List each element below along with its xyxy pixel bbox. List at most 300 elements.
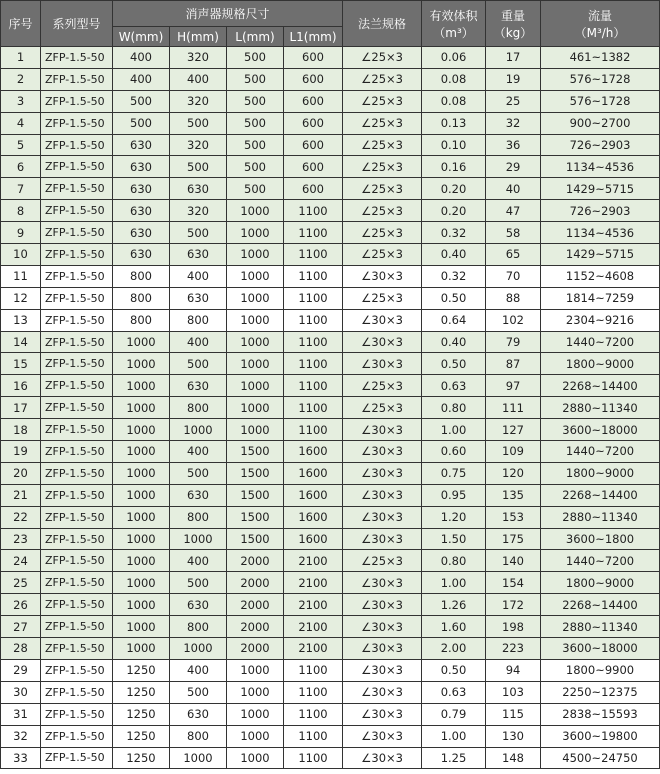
table-row	[1, 397, 660, 419]
cell-flange: ∠25×3	[343, 178, 422, 200]
cell-flow: 3600~1800	[541, 528, 660, 550]
cell-l1: 2100	[284, 594, 343, 616]
cell-flow: 2250~12375	[541, 681, 660, 703]
cell-h: 630	[170, 178, 227, 200]
cell-flow: 1152~4608	[541, 265, 660, 287]
cell-flow: 4500~24750	[541, 747, 660, 769]
cell-h: 800	[170, 725, 227, 747]
cell-flow: 2880~11340	[541, 616, 660, 638]
cell-flow: 1429~5715	[541, 244, 660, 266]
cell-h: 1000	[170, 747, 227, 769]
cell-l1: 1100	[284, 353, 343, 375]
cell-no: 21	[1, 484, 41, 506]
cell-flow: 1800~9000	[541, 462, 660, 484]
cell-flange: ∠30×3	[343, 506, 422, 528]
table-row	[1, 375, 660, 397]
cell-h: 400	[170, 265, 227, 287]
cell-model: ZFP-1.5-50	[41, 659, 113, 681]
header-weight-label: 重量	[501, 8, 526, 23]
table-row	[1, 200, 660, 222]
cell-no: 12	[1, 287, 41, 309]
cell-l1: 1100	[284, 309, 343, 331]
cell-l1: 1600	[284, 462, 343, 484]
cell-flange: ∠30×3	[343, 572, 422, 594]
cell-w: 1000	[113, 594, 170, 616]
cell-no: 33	[1, 747, 41, 769]
cell-volume: 1.50	[422, 528, 486, 550]
cell-volume: 0.60	[422, 441, 486, 463]
cell-h: 630	[170, 484, 227, 506]
cell-l1: 2100	[284, 616, 343, 638]
cell-l: 1000	[227, 353, 284, 375]
cell-h: 1000	[170, 528, 227, 550]
cell-l: 1500	[227, 528, 284, 550]
cell-h: 400	[170, 331, 227, 353]
cell-flange: ∠25×3	[343, 222, 422, 244]
cell-volume: 0.08	[422, 90, 486, 112]
cell-h: 630	[170, 244, 227, 266]
cell-model: ZFP-1.5-50	[41, 703, 113, 725]
cell-flow: 2838~15593	[541, 703, 660, 725]
cell-flange: ∠25×3	[343, 47, 422, 69]
cell-flow: 2268~14400	[541, 375, 660, 397]
cell-l: 1000	[227, 287, 284, 309]
cell-w: 1000	[113, 484, 170, 506]
cell-l: 1000	[227, 419, 284, 441]
cell-w: 1250	[113, 703, 170, 725]
cell-no: 31	[1, 703, 41, 725]
cell-h: 400	[170, 68, 227, 90]
cell-volume: 0.16	[422, 156, 486, 178]
cell-w: 1000	[113, 638, 170, 660]
cell-flange: ∠25×3	[343, 200, 422, 222]
cell-volume: 0.40	[422, 331, 486, 353]
cell-flow: 2268~14400	[541, 484, 660, 506]
cell-no: 4	[1, 112, 41, 134]
cell-h: 800	[170, 397, 227, 419]
cell-model: ZFP-1.5-50	[41, 616, 113, 638]
cell-l: 1000	[227, 309, 284, 331]
cell-flange: ∠30×3	[343, 681, 422, 703]
table-row	[1, 484, 660, 506]
cell-l: 1000	[227, 265, 284, 287]
cell-model: ZFP-1.5-50	[41, 462, 113, 484]
cell-flow: 900~2700	[541, 112, 660, 134]
cell-h: 500	[170, 353, 227, 375]
cell-l: 2000	[227, 550, 284, 572]
cell-weight: 148	[486, 747, 541, 769]
cell-w: 1000	[113, 353, 170, 375]
cell-l1: 1100	[284, 287, 343, 309]
cell-flow: 1814~7259	[541, 287, 660, 309]
cell-h: 320	[170, 134, 227, 156]
cell-weight: 130	[486, 725, 541, 747]
header-model: 系列型号	[41, 1, 113, 47]
cell-w: 1000	[113, 572, 170, 594]
cell-model: ZFP-1.5-50	[41, 178, 113, 200]
table-row	[1, 462, 660, 484]
cell-model: ZFP-1.5-50	[41, 265, 113, 287]
table-row	[1, 353, 660, 375]
table-row	[1, 178, 660, 200]
cell-no: 28	[1, 638, 41, 660]
header-weight-unit: （kg）	[493, 25, 533, 40]
cell-l: 1000	[227, 244, 284, 266]
cell-flange: ∠30×3	[343, 659, 422, 681]
cell-l: 2000	[227, 616, 284, 638]
cell-w: 800	[113, 287, 170, 309]
cell-w: 1000	[113, 528, 170, 550]
cell-l1: 1100	[284, 375, 343, 397]
cell-weight: 223	[486, 638, 541, 660]
cell-flange: ∠25×3	[343, 134, 422, 156]
cell-l: 1000	[227, 681, 284, 703]
cell-w: 1250	[113, 725, 170, 747]
header-l: L(mm)	[227, 27, 284, 47]
cell-volume: 1.00	[422, 419, 486, 441]
cell-l1: 1100	[284, 419, 343, 441]
cell-flange: ∠30×3	[343, 747, 422, 769]
cell-h: 320	[170, 47, 227, 69]
cell-weight: 109	[486, 441, 541, 463]
cell-weight: 120	[486, 462, 541, 484]
table-row	[1, 331, 660, 353]
table-row	[1, 244, 660, 266]
cell-model: ZFP-1.5-50	[41, 200, 113, 222]
cell-no: 11	[1, 265, 41, 287]
table-row	[1, 572, 660, 594]
cell-weight: 88	[486, 287, 541, 309]
cell-w: 1000	[113, 419, 170, 441]
cell-h: 500	[170, 572, 227, 594]
cell-flow: 2880~11340	[541, 397, 660, 419]
cell-weight: 19	[486, 68, 541, 90]
cell-w: 400	[113, 68, 170, 90]
table-row	[1, 222, 660, 244]
cell-l1: 600	[284, 134, 343, 156]
cell-weight: 198	[486, 616, 541, 638]
cell-l: 1000	[227, 331, 284, 353]
cell-flow: 1429~5715	[541, 178, 660, 200]
cell-flange: ∠30×3	[343, 484, 422, 506]
cell-flange: ∠30×3	[343, 441, 422, 463]
table-row	[1, 506, 660, 528]
cell-l1: 1100	[284, 331, 343, 353]
cell-volume: 0.20	[422, 178, 486, 200]
cell-w: 630	[113, 200, 170, 222]
cell-h: 630	[170, 287, 227, 309]
cell-model: ZFP-1.5-50	[41, 550, 113, 572]
cell-flange: ∠25×3	[343, 156, 422, 178]
cell-flow: 3600~18000	[541, 419, 660, 441]
cell-l1: 2100	[284, 550, 343, 572]
cell-w: 1000	[113, 441, 170, 463]
cell-l: 500	[227, 90, 284, 112]
cell-w: 1000	[113, 506, 170, 528]
cell-model: ZFP-1.5-50	[41, 638, 113, 660]
cell-volume: 1.20	[422, 506, 486, 528]
header-flow-unit: （M³/h）	[574, 25, 626, 40]
cell-no: 20	[1, 462, 41, 484]
cell-flange: ∠25×3	[343, 550, 422, 572]
cell-volume: 0.79	[422, 703, 486, 725]
cell-h: 800	[170, 309, 227, 331]
cell-w: 1250	[113, 659, 170, 681]
cell-no: 13	[1, 309, 41, 331]
cell-no: 22	[1, 506, 41, 528]
cell-volume: 0.20	[422, 200, 486, 222]
cell-flow: 1134~4536	[541, 156, 660, 178]
cell-weight: 175	[486, 528, 541, 550]
cell-w: 400	[113, 47, 170, 69]
cell-volume: 0.80	[422, 550, 486, 572]
cell-l: 1000	[227, 200, 284, 222]
table-row	[1, 419, 660, 441]
cell-l1: 1100	[284, 659, 343, 681]
cell-flow: 2268~14400	[541, 594, 660, 616]
cell-flange: ∠25×3	[343, 375, 422, 397]
cell-l: 500	[227, 68, 284, 90]
cell-flow: 461~1382	[541, 47, 660, 69]
cell-flow: 2880~11340	[541, 506, 660, 528]
cell-no: 25	[1, 572, 41, 594]
table-row	[1, 90, 660, 112]
cell-weight: 65	[486, 244, 541, 266]
table-row	[1, 134, 660, 156]
cell-no: 10	[1, 244, 41, 266]
cell-l1: 1100	[284, 747, 343, 769]
header-flow	[541, 1, 660, 47]
cell-no: 17	[1, 397, 41, 419]
cell-weight: 25	[486, 90, 541, 112]
cell-flange: ∠30×3	[343, 725, 422, 747]
header-volume-label: 有效体积	[429, 8, 478, 23]
cell-w: 1000	[113, 616, 170, 638]
cell-weight: 87	[486, 353, 541, 375]
cell-flange: ∠30×3	[343, 594, 422, 616]
cell-flange: ∠30×3	[343, 331, 422, 353]
cell-flow: 1440~7200	[541, 331, 660, 353]
table-row	[1, 638, 660, 660]
table-row	[1, 156, 660, 178]
cell-flange: ∠25×3	[343, 287, 422, 309]
cell-volume: 1.00	[422, 725, 486, 747]
cell-l: 1000	[227, 703, 284, 725]
cell-model: ZFP-1.5-50	[41, 747, 113, 769]
cell-no: 6	[1, 156, 41, 178]
header-volume-unit: （m³）	[433, 25, 474, 40]
cell-flow: 2304~9216	[541, 309, 660, 331]
cell-w: 500	[113, 90, 170, 112]
cell-model: ZFP-1.5-50	[41, 681, 113, 703]
cell-l: 2000	[227, 594, 284, 616]
header-h: H(mm)	[170, 27, 227, 47]
cell-w: 1250	[113, 681, 170, 703]
cell-model: ZFP-1.5-50	[41, 397, 113, 419]
table-row	[1, 47, 660, 69]
cell-flange: ∠30×3	[343, 419, 422, 441]
cell-no: 32	[1, 725, 41, 747]
cell-weight: 153	[486, 506, 541, 528]
cell-h: 400	[170, 441, 227, 463]
cell-model: ZFP-1.5-50	[41, 68, 113, 90]
cell-no: 8	[1, 200, 41, 222]
cell-no: 15	[1, 353, 41, 375]
cell-flow: 1440~7200	[541, 441, 660, 463]
cell-l: 1000	[227, 725, 284, 747]
cell-l1: 1100	[284, 703, 343, 725]
cell-l1: 1100	[284, 222, 343, 244]
cell-w: 800	[113, 265, 170, 287]
cell-volume: 2.00	[422, 638, 486, 660]
cell-h: 320	[170, 200, 227, 222]
cell-model: ZFP-1.5-50	[41, 353, 113, 375]
cell-volume: 0.63	[422, 681, 486, 703]
cell-flange: ∠30×3	[343, 616, 422, 638]
cell-no: 26	[1, 594, 41, 616]
cell-l1: 600	[284, 178, 343, 200]
cell-w: 1000	[113, 397, 170, 419]
cell-w: 630	[113, 134, 170, 156]
cell-l1: 600	[284, 68, 343, 90]
table-body	[1, 47, 660, 769]
table-row	[1, 594, 660, 616]
cell-model: ZFP-1.5-50	[41, 441, 113, 463]
table-row	[1, 659, 660, 681]
header-w: W(mm)	[113, 27, 170, 47]
cell-volume: 0.06	[422, 47, 486, 69]
cell-weight: 127	[486, 419, 541, 441]
cell-flange: ∠30×3	[343, 638, 422, 660]
cell-volume: 0.50	[422, 353, 486, 375]
cell-weight: 94	[486, 659, 541, 681]
cell-flow: 576~1728	[541, 68, 660, 90]
cell-no: 27	[1, 616, 41, 638]
cell-l1: 600	[284, 112, 343, 134]
header-row-top	[1, 1, 660, 27]
cell-l: 500	[227, 112, 284, 134]
table-row	[1, 265, 660, 287]
cell-weight: 79	[486, 331, 541, 353]
cell-weight: 140	[486, 550, 541, 572]
cell-l: 500	[227, 156, 284, 178]
cell-h: 800	[170, 506, 227, 528]
cell-volume: 1.25	[422, 747, 486, 769]
cell-model: ZFP-1.5-50	[41, 112, 113, 134]
cell-model: ZFP-1.5-50	[41, 309, 113, 331]
cell-flow: 726~2903	[541, 200, 660, 222]
cell-weight: 103	[486, 681, 541, 703]
table-row	[1, 287, 660, 309]
cell-l1: 600	[284, 90, 343, 112]
cell-volume: 0.40	[422, 244, 486, 266]
cell-l: 2000	[227, 638, 284, 660]
cell-volume: 0.50	[422, 659, 486, 681]
cell-l1: 1600	[284, 528, 343, 550]
table-row	[1, 528, 660, 550]
cell-l1: 1100	[284, 265, 343, 287]
cell-l1: 2100	[284, 638, 343, 660]
cell-no: 16	[1, 375, 41, 397]
cell-weight: 154	[486, 572, 541, 594]
cell-h: 630	[170, 703, 227, 725]
cell-l1: 1100	[284, 681, 343, 703]
cell-volume: 1.60	[422, 616, 486, 638]
cell-w: 1000	[113, 462, 170, 484]
cell-no: 9	[1, 222, 41, 244]
cell-flange: ∠25×3	[343, 112, 422, 134]
cell-weight: 47	[486, 200, 541, 222]
cell-l: 500	[227, 178, 284, 200]
cell-l1: 1100	[284, 397, 343, 419]
cell-l: 1500	[227, 462, 284, 484]
cell-flow: 3600~18000	[541, 638, 660, 660]
cell-l1: 1100	[284, 200, 343, 222]
cell-h: 320	[170, 90, 227, 112]
cell-weight: 111	[486, 397, 541, 419]
cell-no: 30	[1, 681, 41, 703]
cell-l: 1500	[227, 484, 284, 506]
cell-flange: ∠30×3	[343, 462, 422, 484]
cell-volume: 0.75	[422, 462, 486, 484]
cell-flow: 1800~9000	[541, 572, 660, 594]
cell-l: 1000	[227, 397, 284, 419]
cell-w: 1250	[113, 747, 170, 769]
cell-weight: 58	[486, 222, 541, 244]
cell-l1: 600	[284, 156, 343, 178]
cell-flange: ∠30×3	[343, 353, 422, 375]
cell-no: 18	[1, 419, 41, 441]
table-row	[1, 550, 660, 572]
cell-w: 1000	[113, 550, 170, 572]
cell-weight: 97	[486, 375, 541, 397]
cell-w: 1000	[113, 375, 170, 397]
cell-volume: 1.00	[422, 572, 486, 594]
cell-h: 400	[170, 659, 227, 681]
cell-flange: ∠25×3	[343, 68, 422, 90]
cell-w: 500	[113, 112, 170, 134]
cell-weight: 135	[486, 484, 541, 506]
cell-l1: 1600	[284, 441, 343, 463]
cell-h: 800	[170, 616, 227, 638]
cell-h: 500	[170, 462, 227, 484]
cell-model: ZFP-1.5-50	[41, 528, 113, 550]
cell-weight: 40	[486, 178, 541, 200]
header-volume	[422, 1, 486, 47]
cell-flange: ∠25×3	[343, 397, 422, 419]
cell-h: 1000	[170, 638, 227, 660]
cell-model: ZFP-1.5-50	[41, 484, 113, 506]
cell-h: 500	[170, 681, 227, 703]
cell-l1: 2100	[284, 572, 343, 594]
table-row	[1, 681, 660, 703]
table-row	[1, 68, 660, 90]
cell-volume: 0.32	[422, 222, 486, 244]
cell-w: 1000	[113, 331, 170, 353]
cell-model: ZFP-1.5-50	[41, 506, 113, 528]
cell-weight: 115	[486, 703, 541, 725]
cell-volume: 0.80	[422, 397, 486, 419]
cell-model: ZFP-1.5-50	[41, 287, 113, 309]
table-row	[1, 725, 660, 747]
cell-flow: 1800~9000	[541, 353, 660, 375]
cell-l1: 1600	[284, 506, 343, 528]
cell-w: 630	[113, 222, 170, 244]
cell-flange: ∠30×3	[343, 265, 422, 287]
cell-l1: 1600	[284, 484, 343, 506]
cell-flow: 1134~4536	[541, 222, 660, 244]
cell-no: 1	[1, 47, 41, 69]
